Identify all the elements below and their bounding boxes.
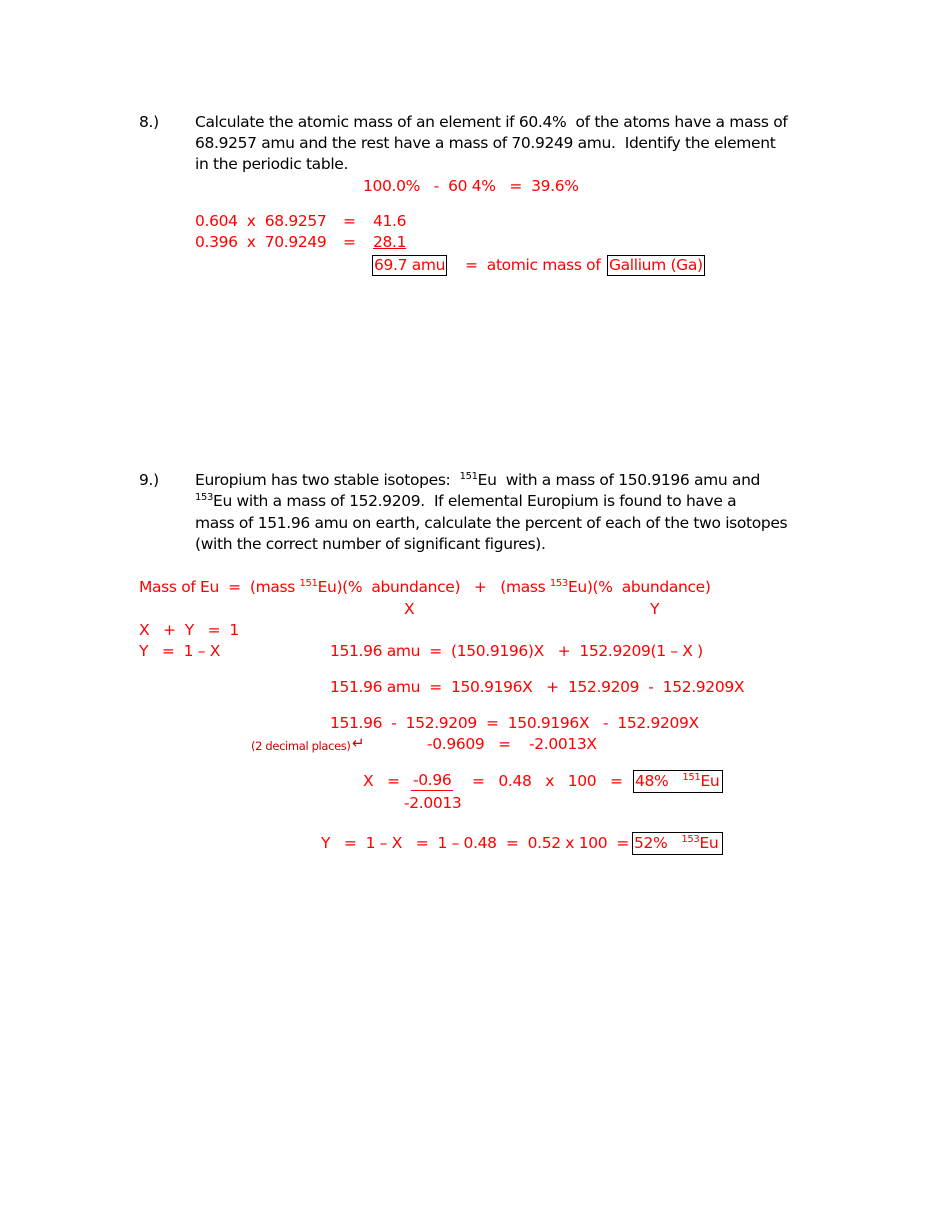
question-text-line: mass of 151.96 amu on earth, calculate the percent of each of the two isotopes (195, 514, 788, 532)
element-symbol: Eu (699, 834, 719, 852)
calc-expression: 0.604 x 68.9257 (195, 212, 327, 230)
isotope-superscript: 151 (682, 772, 701, 783)
question-text-line: in the periodic table. (195, 155, 349, 173)
step-1: 151.96 amu = (150.9196)X + 152.9209(1 – X ) (330, 642, 703, 660)
isotope-superscript: 153 (549, 578, 568, 589)
return-arrow-icon: ↵ (352, 734, 365, 752)
total-mass-label: = atomic mass of (465, 256, 601, 274)
question-number: 9.) (139, 471, 159, 489)
step-3: 151.96 - 152.9209 = 150.9196X - 152.9209X (330, 714, 699, 732)
text-segment: Eu)(% abundance) + (mass (317, 578, 550, 596)
remainder-calculation: 100.0% - 60 4% = 39.6% (363, 177, 579, 195)
total-mass-box: 69.7 amu (374, 256, 446, 274)
calc-result: 41.6 (373, 212, 407, 230)
x-label: X = (363, 772, 400, 790)
text-segment: Eu with a mass of 152.9209. If elemental Europium is found to have a (213, 492, 737, 510)
question-text-line (195, 491, 736, 512)
question-text-line: (with the correct number of significant figures). (195, 535, 546, 553)
equals-sign: = (343, 233, 356, 251)
question-text-line: 68.9257 amu and the rest have a mass of 70.9249 amu. Identify the element (195, 134, 776, 152)
x-calculation: = 0.48 x 100 = (472, 772, 623, 790)
percent-value: 48% (635, 772, 669, 790)
element-answer-box: Gallium (Ga) (609, 256, 703, 274)
step-2: 151.96 amu = 150.9196X + 152.9209 - 152.9209X (330, 678, 745, 696)
mass-equation (139, 577, 711, 598)
variable-y-label: Y (650, 600, 660, 618)
text-segment: Eu)(% abundance) (567, 578, 711, 596)
question-text-line (195, 470, 760, 491)
x-result-box (633, 770, 723, 793)
calc-result-underlined: 28.1 (373, 233, 407, 251)
text-segment: Eu with a mass of 150.9196 amu and (477, 471, 761, 489)
y-equation: Y = 1 – X (139, 642, 220, 660)
isotope-superscript: 151 (299, 578, 318, 589)
variable-x-label: X (404, 600, 415, 618)
percent-value: 52% (634, 834, 668, 852)
y-calculation: Y = 1 – X = 1 – 0.48 = 0.52 x 100 = (321, 834, 630, 852)
question-text-line: Calculate the atomic mass of an element if 60.4% of the atoms have a mass of (195, 113, 788, 131)
x-fraction-numerator: -0.96 (413, 771, 452, 789)
sig-fig-note: (2 decimal places) (251, 739, 351, 753)
isotope-superscript: 153 (195, 492, 214, 503)
equals-sign: = (343, 212, 356, 230)
step-4: -0.9609 = -2.0013X (427, 735, 597, 753)
text-segment: Europium has two stable isotopes: (195, 471, 460, 489)
isotope-superscript: 151 (459, 471, 478, 482)
element-symbol: Eu (700, 772, 720, 790)
question-number: 8.) (139, 113, 159, 131)
isotope-superscript: 153 (681, 834, 700, 845)
sum-equation: X + Y = 1 (139, 621, 239, 639)
calc-expression: 0.396 x 70.9249 (195, 233, 327, 251)
text-segment: Mass of Eu = (mass (139, 578, 300, 596)
y-result-box (632, 832, 723, 855)
x-fraction-denominator: -2.0013 (404, 794, 462, 812)
